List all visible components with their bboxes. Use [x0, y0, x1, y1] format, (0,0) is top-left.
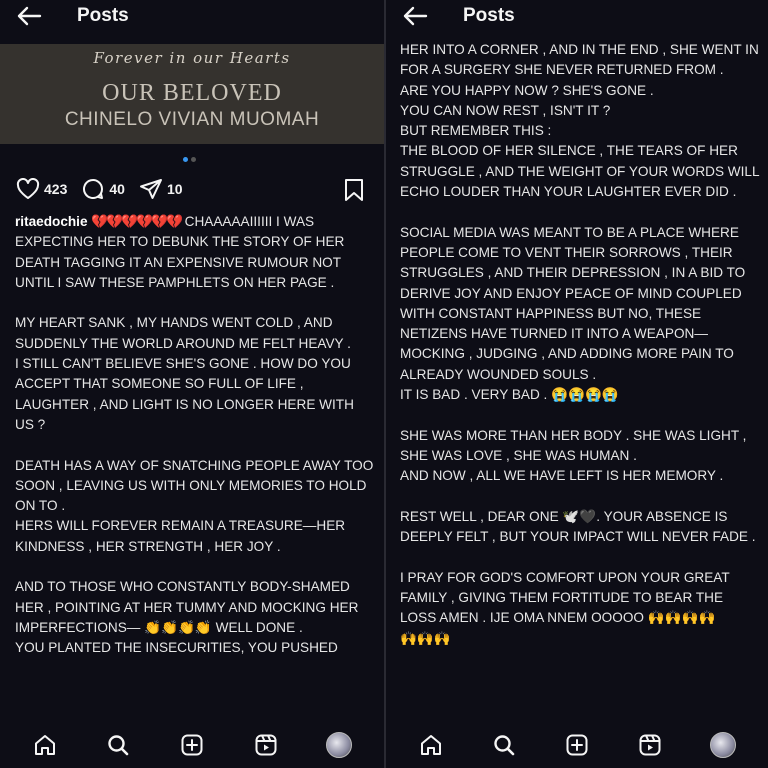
memorial-heading: OUR BELOVED: [102, 80, 282, 106]
carousel-indicator: [183, 157, 196, 162]
caption-gap: [400, 547, 762, 567]
profile-avatar[interactable]: [710, 732, 736, 758]
caption-gap: [400, 405, 762, 425]
caption-line: ARE YOU HAPPY NOW ? SHE'S GONE .: [400, 82, 654, 98]
caption-line: HERS WILL FOREVER REMAIN A TREASURE—HER KINDNESS , HER STRENGTH , HER JOY .: [15, 518, 346, 554]
caption-line: THE BLOOD OF HER SILENCE , THE TEARS OF HER STRUGGLE , AND THE WEIGHT OF YOUR WORDS WILL ECHO LOUDER THAN YOUR LAUGHTER EVER DID .: [400, 143, 760, 200]
caption-line: 🙌🙌🙌: [400, 630, 451, 646]
home-icon[interactable]: [32, 732, 58, 758]
like-button[interactable]: [16, 178, 67, 200]
share-count: 10: [166, 181, 183, 197]
post-caption: [15, 212, 375, 659]
caption-gap: [15, 435, 375, 455]
caption-gap: [15, 557, 375, 577]
reels-icon[interactable]: [253, 732, 279, 758]
caption-line: HER INTO A CORNER , AND IN THE END , SHE WENT IN FOR A SURGERY SHE NEVER RETURNED FROM .: [400, 42, 759, 78]
caption-gap: [400, 487, 762, 507]
heart-icon: [16, 178, 40, 200]
share-button[interactable]: [139, 178, 183, 200]
caption-line: BUT REMEMBER THIS :: [400, 123, 552, 139]
post-actions: [16, 176, 368, 202]
send-icon: [139, 178, 163, 200]
top-bar: [0, 0, 384, 32]
right-screenshot: [386, 0, 768, 768]
caption-text: CHAAAAAIIIIII I WAS EXPECTING HER TO DEBUNK THE STORY OF HER DEATH TAGGING IT AN EXPENSIVE RUMOUR NOT: [15, 214, 345, 270]
caption-line: I PRAY FOR GOD'S COMFORT UPON YOUR GREAT FAMILY , GIVING THEM FORTITUDE TO BEAR THE LOSS AMEN . IJE OMA NNEM OOOOO 🙌🙌🙌🙌: [400, 569, 730, 626]
profile-avatar[interactable]: [326, 732, 352, 758]
caption-line: REST WELL , DEAR ONE 🕊️🖤. YOUR ABSENCE IS DEEPLY FELT , BUT YOUR IMPACT WILL NEVER FADE .: [400, 508, 756, 545]
caption-gap: [400, 202, 762, 222]
caption-line: UNTIL I SAW THESE PAMPHLETS ON HER PAGE .: [15, 274, 335, 290]
caption-line: SHE WAS MORE THAN HER BODY . SHE WAS LIGHT , SHE WAS LOVE , SHE WAS HUMAN .: [400, 427, 747, 463]
back-arrow-icon[interactable]: [16, 5, 44, 27]
carousel-dot-active: [183, 157, 188, 162]
memorial-tagline: Forever in our Hearts: [93, 49, 291, 67]
memorial-image[interactable]: [0, 44, 384, 144]
page-title: Posts: [77, 5, 129, 26]
bottom-nav: [386, 722, 768, 768]
page-title: Posts: [463, 5, 515, 26]
bottom-nav: [0, 722, 384, 768]
back-arrow-icon[interactable]: [402, 5, 430, 27]
bookmark-icon[interactable]: [344, 178, 364, 207]
caption-line: YOU CAN NOW REST , ISN'T IT ?: [400, 102, 611, 118]
reels-icon[interactable]: [637, 732, 663, 758]
caption-line: IT IS BAD . VERY BAD . 😭😭😭😭: [400, 387, 619, 403]
top-bar: [386, 0, 768, 32]
comment-count: 40: [109, 181, 125, 197]
create-icon[interactable]: [564, 732, 590, 758]
broken-hearts-emoji: 💔💔💔💔💔💔: [91, 214, 181, 229]
caption-line: I STILL CAN'T BELIEVE SHE'S GONE . HOW DO YOU ACCEPT THAT SOMEONE SO FULL OF LIFE , LAUGHTER , AND LIGHT IS NO LONGER HERE WITH US ?: [15, 356, 354, 432]
caption-line: MY HEART SANK , MY HANDS WENT COLD , AND SUDDENLY THE WORLD AROUND ME FELT HEAVY .: [15, 315, 351, 351]
comment-icon: [81, 177, 105, 201]
caption-line: [15, 212, 375, 273]
caption-line: DEATH HAS A WAY OF SNATCHING PEOPLE AWAY TOO SOON , LEAVING US WITH ONLY MEMORIES TO HOLD ON TO .: [15, 457, 374, 514]
caption-gap: [15, 293, 375, 313]
carousel-dot: [191, 157, 196, 162]
memorial-name: CHINELO VIVIAN MUOMAH: [64, 109, 320, 130]
caption-line: AND NOW , ALL WE HAVE LEFT IS HER MEMORY .: [400, 468, 724, 484]
create-icon[interactable]: [179, 732, 205, 758]
caption-line: SOCIAL MEDIA WAS MEANT TO BE A PLACE WHERE PEOPLE COME TO VENT THEIR SORROWS , THEIR STRUGGLES , AND THEIR DEPRESSION , IN A BID TO DERIVE JOY AND ENJOY PEACE OF MIND COUPLED WITH CONSTANT HAPPINESS BUT NO, THESE NETIZENS HAVE TURNED IT INTO A WEAPON—MOCKING , JUDGING , AND ADDING MORE PAIN TO ALREADY WOUNDED SOULS .: [400, 224, 746, 382]
search-icon[interactable]: [491, 732, 517, 758]
search-icon[interactable]: [105, 732, 131, 758]
username-link[interactable]: ritaedochie: [15, 214, 88, 229]
post-caption-continued: [400, 40, 762, 649]
caption-line: YOU PLANTED THE INSECURITIES, YOU PUSHED: [15, 640, 338, 656]
home-icon[interactable]: [418, 732, 444, 758]
comment-button[interactable]: [81, 177, 125, 201]
avatar: [710, 732, 736, 758]
caption-line: AND TO THOSE WHO CONSTANTLY BODY-SHAMED HER , POINTING AT HER TUMMY AND MOCKING HER IMPERFECTIONS— 👏👏👏👏 WELL DONE .: [15, 579, 359, 635]
like-count: 423: [44, 181, 68, 197]
avatar: [326, 732, 352, 758]
